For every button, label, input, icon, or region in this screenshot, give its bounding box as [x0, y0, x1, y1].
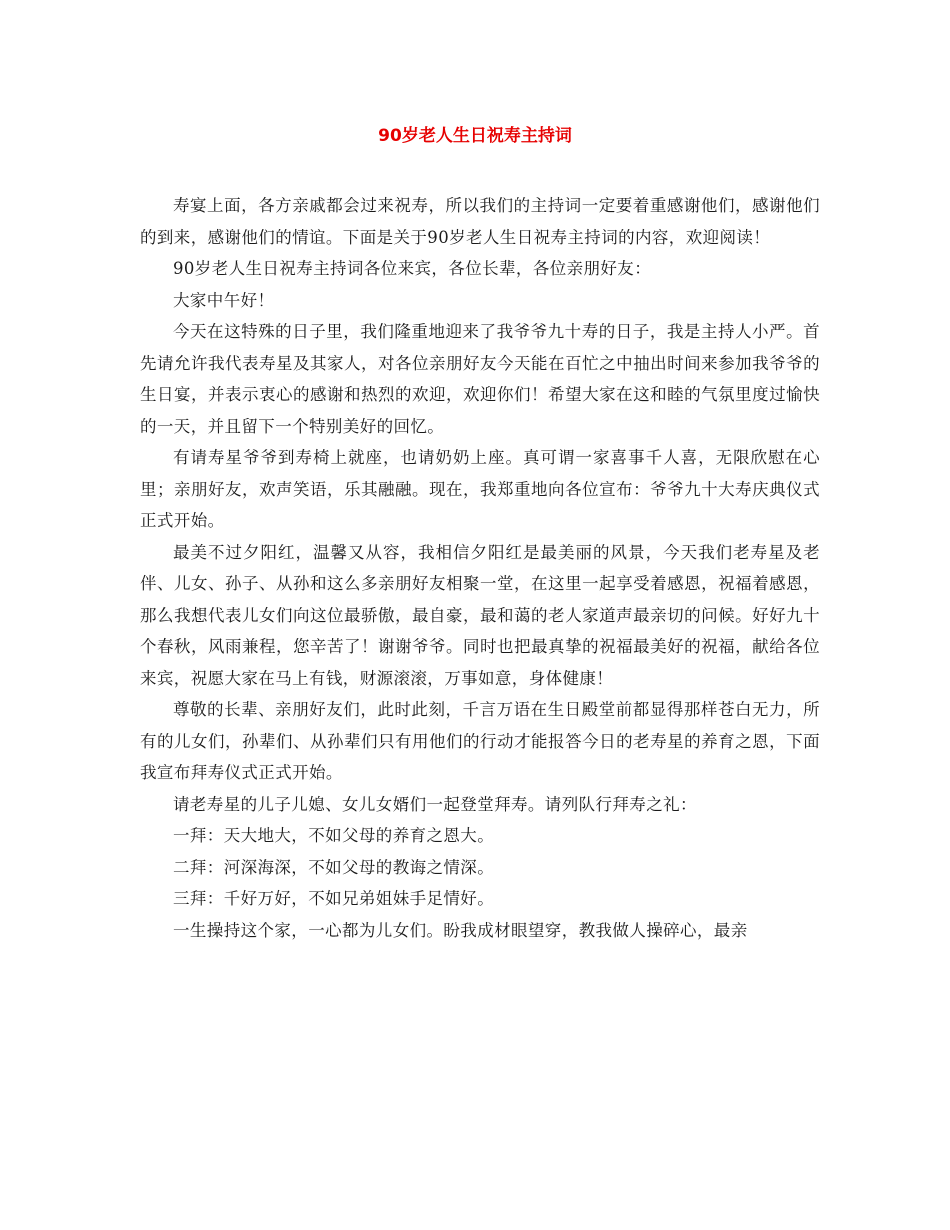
paragraph-seating: 有请寿星爷爷到寿椅上就座，也请奶奶上座。真可谓一家喜事千人喜，无限欣慰在心里；亲朋好友，欢声笑语，乐其融融。现在，我郑重地向各位宣布：爷爷九十大寿庆典仪式正式开始。	[140, 448, 820, 530]
paragraph-bow-1: 一拜：天大地大，不如父母的养育之恩大。	[173, 826, 495, 845]
paragraph-opening: 今天在这特殊的日子里，我们隆重地迎来了我爷爷九十寿的日子，我是主持人小严。首先请允许我代表寿星及其家人，对各位亲朋好友今天能在百忙之中抽出时间来参加我爷爷的生日宴，并表示衷心的感谢和热烈的欢迎，欢迎你们！希望大家在这和睦的气氛里度过愉快的一天，并且留下一个特别美好的回忆。	[140, 322, 820, 436]
paragraph-procession: 请老寿星的儿子儿媳、女儿女婿们一起登堂拜寿。请列队行拜寿之礼：	[173, 794, 697, 814]
paragraph-greeting: 大家中午好！	[173, 290, 275, 310]
paragraph-bow-2: 二拜：河深海深，不如父母的教诲之情深。	[173, 857, 495, 877]
paragraph-ceremony: 尊敬的长辈、亲朋好友们，此时此刻，千言万语在生日殿堂前都显得那样苍白无力，所有的儿女们，孙辈们、从孙辈们只有用他们的行动才能报答今日的老寿星的养育之恩，下面我宣布拜寿仪式正式开始。	[140, 700, 820, 782]
paragraph-salutation: 90岁老人生日祝寿主持词各位来宾，各位长辈，各位亲朋好友：	[173, 259, 652, 278]
document-title: 90岁老人生日祝寿主持词	[378, 126, 572, 146]
paragraph-blessing: 最美不过夕阳红，温馨又从容，我相信夕阳红是最美丽的风景，今天我们老寿星及老伴、儿女、孙子、从孙和这么多亲朋好友相聚一堂，在这里一起享受着感恩，祝福着感恩，那么我想代表儿女们向这位最骄傲，最自豪，最和蔼的老人家道声最亲切的问候。好好九十个春秋，风雨兼程，您辛苦了！谢谢爷爷。同时也把最真挚的祝福最美好的祝福，献给各位来宾，祝愿大家在马上有钱，财源滚滚，万事如意，身体健康！	[140, 542, 820, 688]
paragraph-bow-3: 三拜：千好万好，不如兄弟姐妹手足情好。	[173, 889, 495, 908]
paragraph-intro: 寿宴上面，各方亲戚都会过来祝寿，所以我们的主持词一定要着重感谢他们，感谢他们的到来，感谢他们的情谊。下面是关于90岁老人生日祝寿主持词的内容，欢迎阅读！	[140, 196, 820, 247]
paragraph-closing: 一生操持这个家，一心都为儿女们。盼我成材眼望穿，教我做人操碎心，最亲	[173, 920, 748, 940]
document-body	[140, 190, 820, 946]
